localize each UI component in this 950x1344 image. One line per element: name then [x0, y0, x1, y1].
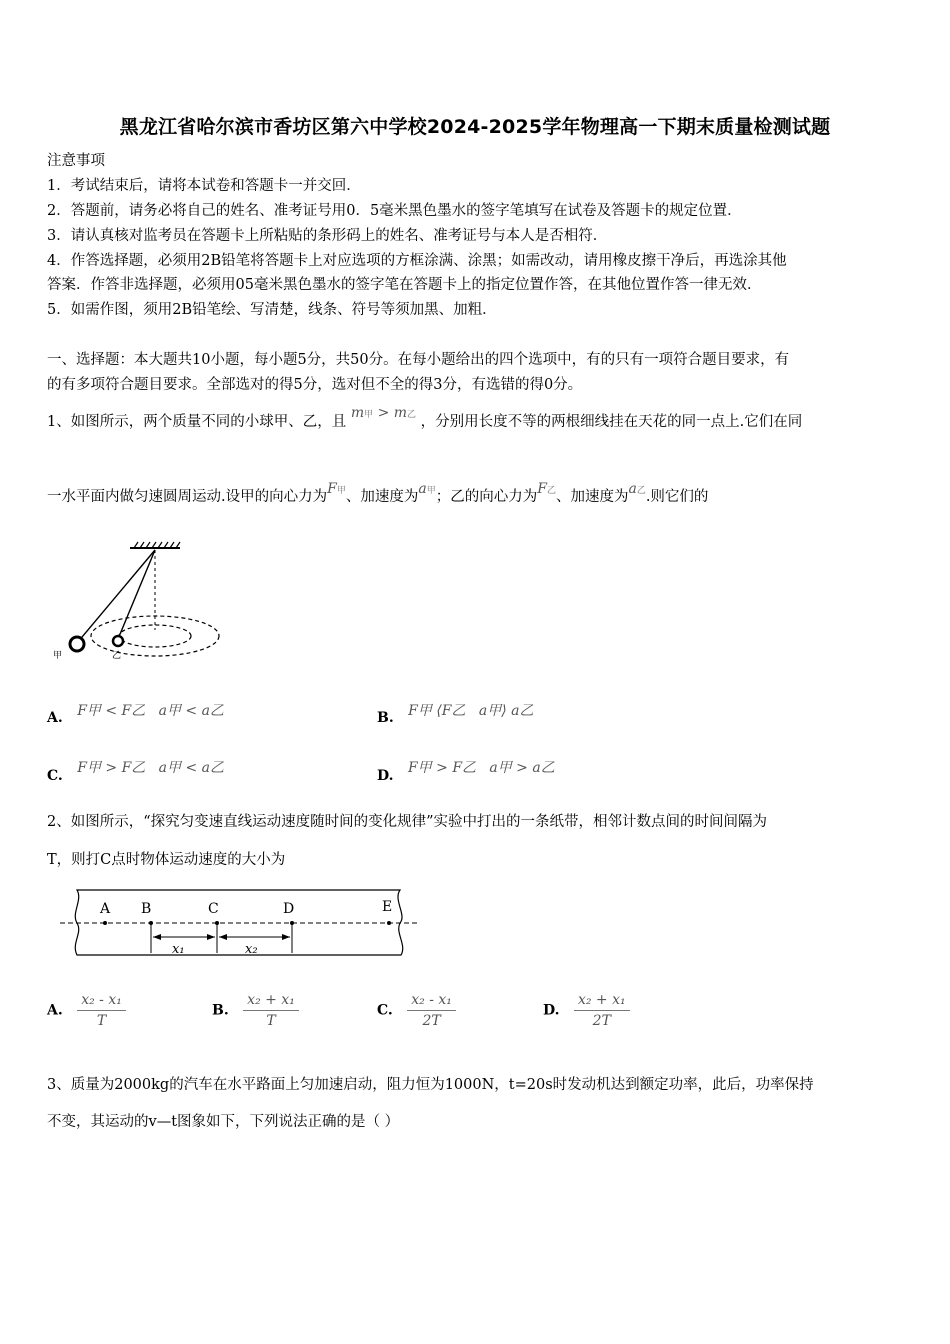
- option-label: A.: [47, 1002, 63, 1019]
- q2-line1: 2、如图所示，“探究匀变速直线运动速度随时间的变化规律”实验中打出的一条纸带，相邻计数点间的时间间隔为: [47, 814, 768, 830]
- q2-option-a[interactable]: [47, 992, 126, 1029]
- option-label: C.: [377, 1002, 393, 1019]
- tape-point-d: D: [283, 901, 295, 917]
- notice-item-2: 2．答题前，请务必将自己的姓名、准考证号用0．5毫米黑色墨水的签字笔填写在试卷及答题卡的规定位置．: [47, 203, 742, 219]
- q1-line2-a: 一水平面内做匀速圆周运动.设甲的向心力为: [47, 489, 328, 505]
- option-label: D.: [543, 1002, 560, 1019]
- tape-point-c: C: [208, 901, 219, 917]
- q2-line2: T，则打C点时物体运动速度的大小为: [47, 852, 286, 868]
- tape-point-e: E: [382, 899, 393, 915]
- q1-line2-e: .则它们的: [645, 489, 709, 505]
- option-expr: F甲 < F乙 a甲 < a乙: [77, 703, 224, 719]
- q3-line1: 3、质量为2000kg的汽车在水平路面上匀加速启动，阻力恒为1000N，t=20s时发动机达到额定功率，此后，功率保持: [47, 1077, 814, 1093]
- option-label: A.: [47, 710, 63, 726]
- q1-option-d[interactable]: [377, 757, 555, 784]
- q1-line2-d: 、加速度为: [555, 489, 629, 505]
- notice-heading: 注意事项: [47, 153, 105, 169]
- q2-option-d[interactable]: [543, 992, 630, 1029]
- q1-line2-c: ；乙的向心力为: [435, 489, 538, 505]
- option-expr: F甲 ⟨F乙 a甲⟩ a乙: [408, 703, 534, 719]
- section-intro-line2: 的有多项符合题目要求。全部选对的得5分，选对但不全的得3分，有选错的得0分。: [47, 377, 583, 393]
- q1-option-a[interactable]: [47, 700, 224, 726]
- notice-item-1: 1．考试结束后，请将本试卷和答题卡一并交回．: [47, 178, 361, 194]
- q1-option-b[interactable]: [377, 700, 534, 726]
- q1-a-yi: a乙: [628, 481, 646, 497]
- q1-line2-b: 、加速度为: [345, 489, 419, 505]
- option-fraction: $\frac{\text{x₂ + x₁}}{2T}$: [574, 992, 630, 1029]
- option-fraction: $\frac{\text{x₂ - x₁}}{2T}$: [407, 992, 456, 1029]
- tape-x2: x₂: [245, 942, 258, 957]
- section-intro-line1: 一、选择题：本大题共10小题，每小题5分，共50分。在每小题给出的四个选项中，有的只有一项符合题目要求，有: [47, 352, 790, 368]
- q2-option-c[interactable]: [377, 992, 456, 1029]
- q1-a-jia: a甲: [418, 481, 436, 497]
- tape-x1: x₁: [172, 942, 185, 957]
- option-expr: F甲 > F乙 a甲 < a乙: [77, 760, 224, 776]
- q1-line1: [47, 405, 803, 434]
- q1-option-c[interactable]: [47, 757, 224, 784]
- tape-point-b: B: [141, 901, 152, 917]
- page-title: 黑龙江省哈尔滨市香坊区第六中学校2024-2025学年物理高一下期末质量检测试题: [119, 116, 831, 138]
- q1-f-jia: F甲: [327, 481, 346, 497]
- tape-point-a: A: [100, 901, 111, 917]
- q1-text-part1: 1、如图所示，两个质量不同的小球甲、乙，且: [47, 414, 347, 430]
- option-expr: F甲 > F乙 a甲 > a乙: [407, 760, 555, 776]
- option-label: B.: [212, 1002, 229, 1019]
- q3-line2: 不变，其运动的v—t图象如下，下列说法正确的是（ ）: [47, 1114, 400, 1130]
- notice-item-4: 4．作答选择题，必须用2B铅笔将答题卡上对应选项的方框涂满、涂黑；如需改动，请用橡皮擦干净后，再选涂其他: [47, 253, 787, 269]
- q1-text-part2: ，分别用长度不等的两根细线挂在天花的同一点上.它们在同: [420, 414, 803, 430]
- option-label: B.: [377, 710, 394, 726]
- q1-f-yi: F乙: [537, 481, 556, 497]
- q1-pendulum-figure: [50, 540, 225, 665]
- q1-mass-compare: m甲 > m乙: [350, 405, 417, 421]
- option-fraction: $\frac{\text{x₂ - x₁}}{T}$: [77, 992, 126, 1029]
- notice-item-5: 5．如需作图，须用2B铅笔绘、写清楚，线条、符号等须加黑、加粗．: [47, 302, 497, 318]
- q1-line2: [47, 481, 709, 509]
- option-label: D.: [377, 768, 394, 784]
- notice-item-4-cont: 答案．作答非选择题，必须用05毫米黑色墨水的签字笔在答题卡上的指定位置作答，在其他位置作答一律无效．: [47, 277, 762, 293]
- fig-label-jia: 甲: [53, 651, 63, 661]
- option-fraction: $\frac{\text{x₂ + x₁}}{T}$: [243, 992, 299, 1029]
- q2-tape-figure: [55, 885, 420, 960]
- notice-item-3: 3．请认真核对监考员在答题卡上所粘贴的条形码上的姓名、准考证号与本人是否相符．: [47, 228, 608, 244]
- fig-label-yi: 乙: [112, 651, 122, 661]
- q2-option-b[interactable]: [212, 992, 299, 1029]
- option-label: C.: [47, 768, 63, 784]
